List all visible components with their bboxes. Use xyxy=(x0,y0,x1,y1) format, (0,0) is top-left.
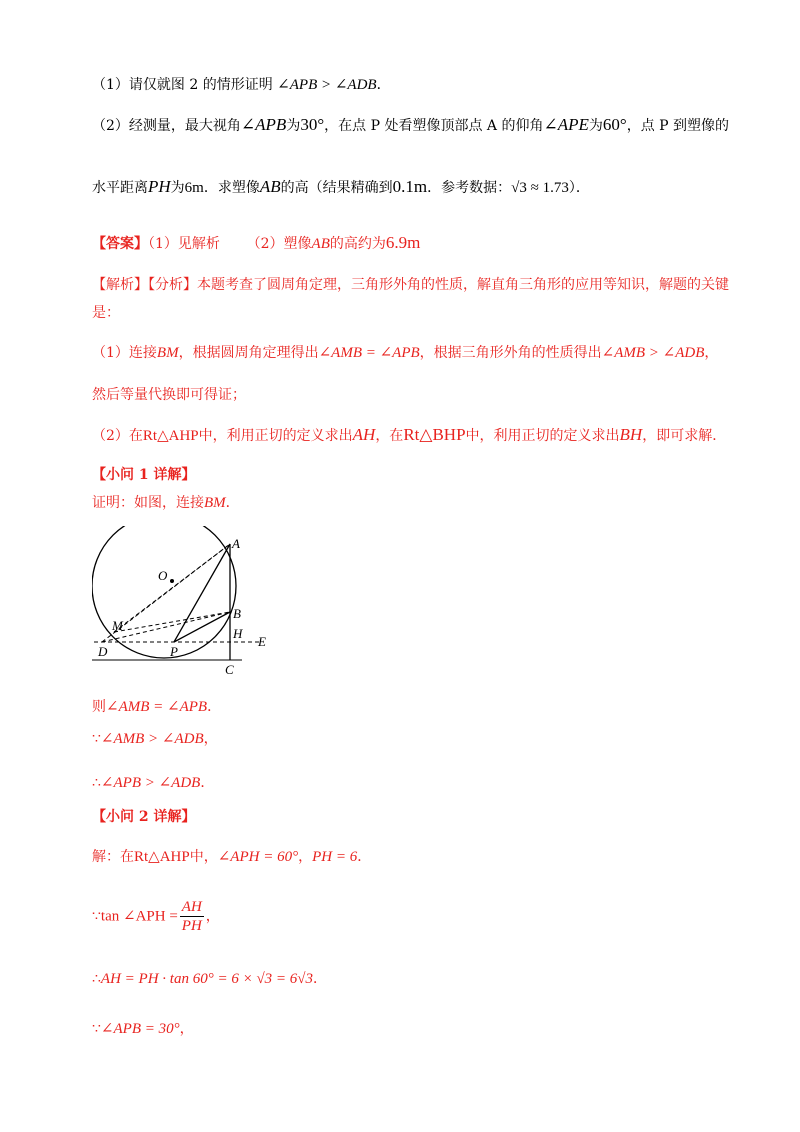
answer-line: 【答案】（1）见解析 （2）塑像AB的高约为6.9m xyxy=(92,233,421,252)
part1-title: 【小问 1 详解】 xyxy=(92,467,196,483)
q1-expr: ∠APB > ∠ADB xyxy=(277,77,377,93)
analysis-line5: （2）在Rt△AHP中，利用正切的定义求出AH，在Rt△BHP中，利用正切的定义求出BH，即可求解． xyxy=(92,425,727,444)
part1-step2: ∵∠AMB > ∠ADB， xyxy=(92,731,218,747)
part2-title: 【小问 2 详解】 xyxy=(92,809,196,825)
geometry-figure xyxy=(92,526,272,676)
label-p: P xyxy=(170,644,178,659)
label-d: D xyxy=(98,644,108,659)
part2-tan: ∵tan ∠APH = $\frac{AH}{PH}$ ， xyxy=(92,899,220,934)
analysis-line2: 是： xyxy=(92,305,120,321)
fraction: $\frac{AH}{PH}$ xyxy=(181,899,202,934)
part1-step1: 则∠AMB = ∠APB． xyxy=(92,699,222,715)
part2-last: ∵∠APB = 30°， xyxy=(92,1021,194,1037)
label-e: E xyxy=(258,634,266,649)
analysis-line3: （1）连接BM，根据圆周角定理得出∠AMB = ∠APB，根据三角形外角的性质得出∠AMB > ∠ADB， xyxy=(92,345,719,361)
label-a: A xyxy=(232,536,240,551)
question-1: （1）请仅就图 2 的情形证明 ∠APB > ∠ADB． xyxy=(92,77,391,93)
part1-step3: ∴∠APB > ∠ADB． xyxy=(92,775,215,791)
part2-solution: 解：在Rt△AHP中，∠APH = 60°，PH = 6． xyxy=(92,849,372,865)
label-o: O xyxy=(158,568,168,583)
center-dot xyxy=(170,579,174,583)
line-ma xyxy=(114,544,230,632)
label-b: B xyxy=(233,606,241,621)
label-c: C xyxy=(225,662,234,676)
question-2-line1: （2）经测量，最大视角∠APB为30°，在点 P 处看塑像顶部点 A 的仰角∠APE为60°，点 P 到塑像的 xyxy=(92,115,730,134)
label-m: M xyxy=(112,618,123,633)
analysis-line1: 【解析】【分析】本题考查了圆周角定理，三角形外角的性质，解直角三角形的应用等知识，解题的关键 xyxy=(92,277,729,293)
question-2-line2: 水平距离PH为6m．求塑像AB的高（结果精确到0.1m．参考数据：√3 ≈ 1.73）． xyxy=(92,177,590,196)
circle-o xyxy=(92,526,236,658)
label-h: H xyxy=(233,626,243,641)
part2-ah: ∴AH = PH · tan 60° = 6 × √3 = 6√3． xyxy=(92,971,328,987)
part1-proof: 证明：如图，连接BM． xyxy=(92,495,240,511)
analysis-line4: 然后等量代换即可得证； xyxy=(92,387,246,403)
